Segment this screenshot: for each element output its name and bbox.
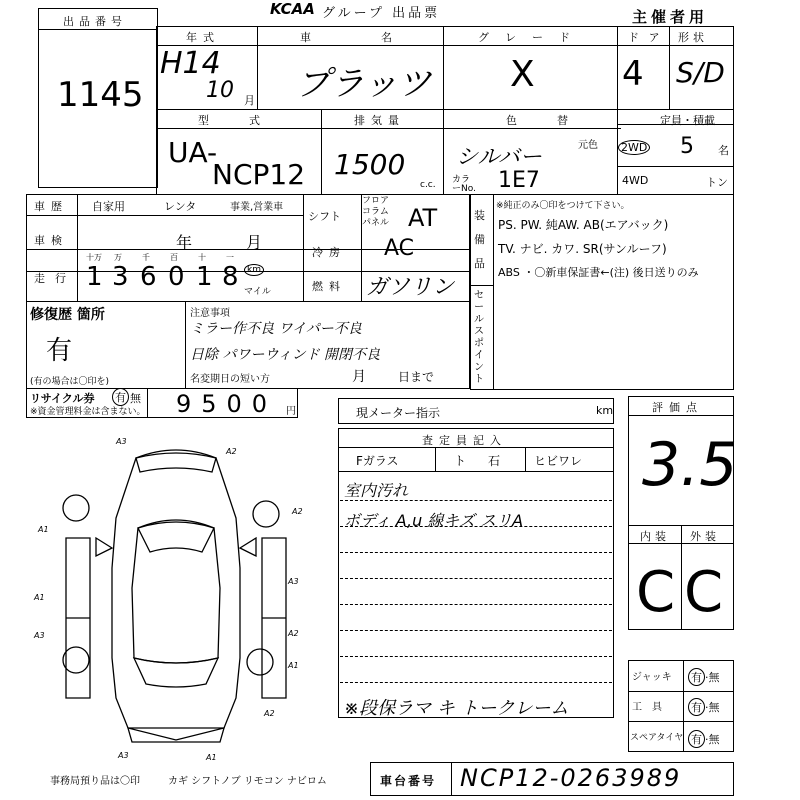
cc-unit: c.c. bbox=[420, 180, 436, 190]
glass-option: ヒビワレ bbox=[534, 454, 583, 468]
damage-mark: A1 bbox=[206, 753, 217, 762]
form-title: グループ 出品票 bbox=[322, 6, 441, 21]
shape-value: S/D bbox=[676, 56, 725, 89]
mileage-digits: 1 3 6 0 1 8 bbox=[86, 262, 239, 292]
caution-line1: ミラー作不良 ワイパー不良 bbox=[190, 321, 362, 337]
lot-box bbox=[38, 8, 158, 188]
damage-mark: A1 bbox=[38, 525, 49, 534]
capacity-value: 5 bbox=[680, 134, 694, 159]
spare-label: スペアタイヤ bbox=[630, 733, 684, 743]
score-value: 3.5 bbox=[642, 430, 738, 500]
equipment-line3: ABS ・〇新車保証書←(注) 後日送りのみ bbox=[498, 266, 699, 279]
recycle-amount: 9500 bbox=[176, 390, 278, 418]
color-value: シルバー bbox=[456, 145, 542, 170]
repair-value: 有 bbox=[46, 336, 73, 366]
recycle-option-none: 無 bbox=[130, 392, 141, 405]
recycle-label: リサイクル券 bbox=[30, 392, 95, 405]
model-label: 型式 bbox=[198, 114, 300, 127]
wheel-front-right bbox=[253, 501, 279, 527]
km-unit: km bbox=[244, 264, 264, 276]
repair-note: (有の場合は〇印を) bbox=[30, 377, 110, 387]
lot-number: 1145 bbox=[57, 75, 144, 115]
score-label: 評価点 bbox=[652, 401, 703, 414]
exterior-grade: C bbox=[684, 560, 724, 625]
load-unit: トン bbox=[706, 176, 728, 189]
inspector-label: 査定員記入 bbox=[422, 434, 507, 447]
equipment-note: ※純正のみ〇印をつけて下さい。 bbox=[496, 201, 630, 211]
logo: KCAA bbox=[270, 0, 315, 18]
aircon-value: AC bbox=[384, 236, 415, 261]
car-left-mirror bbox=[96, 538, 112, 556]
chassis-number: NCP12-0263989 bbox=[460, 764, 682, 792]
jack-have: 有 ·無 bbox=[688, 668, 720, 686]
history-option: 事業,営業車 bbox=[230, 202, 284, 213]
history-label: 車歴 bbox=[34, 200, 68, 213]
recycle-unit: 円 bbox=[286, 406, 296, 417]
damage-mark: A3 bbox=[34, 631, 45, 640]
caution-line2: 日除 パワーウィンド 開閉不良 bbox=[190, 347, 381, 363]
car-name: プラッツ bbox=[296, 64, 432, 104]
drive-4wd: 4WD bbox=[622, 174, 649, 187]
rename-month: 月 bbox=[352, 369, 366, 385]
equipment-label: 装備品 bbox=[474, 209, 485, 270]
model-prefix: UA- bbox=[168, 136, 218, 169]
history-option: 自家用 bbox=[92, 200, 125, 213]
car-right-mirror bbox=[240, 538, 256, 556]
color-label: 色替 bbox=[506, 114, 608, 127]
color-original-label: 元色 bbox=[578, 140, 598, 151]
year-label: 年式 bbox=[186, 31, 220, 44]
history-option: レンタ bbox=[164, 200, 197, 213]
shift-value: AT bbox=[408, 204, 438, 232]
capacity-unit: 名 bbox=[718, 144, 729, 157]
form-header bbox=[250, 0, 650, 20]
drive-2wd: 2WD bbox=[618, 140, 650, 155]
shift-options: フロア コラム パネル bbox=[362, 196, 390, 228]
mile-unit: マイル bbox=[244, 287, 271, 297]
year-month: 10 bbox=[206, 78, 234, 103]
grade-label: グレード bbox=[478, 31, 586, 44]
car-body-outline bbox=[112, 450, 240, 740]
office-note: 事務局預り品は〇印 bbox=[50, 776, 140, 787]
aircon-label: 冷房 bbox=[312, 246, 346, 259]
inspector-note3: ※段保ラマ キ トークレーム bbox=[344, 698, 569, 719]
meter-label: 現メーター指示 bbox=[356, 406, 441, 420]
interior-grade: C bbox=[636, 560, 676, 625]
tools-label: 工具 bbox=[632, 702, 672, 713]
wheel-front-left bbox=[63, 495, 89, 521]
glass-option: ト bbox=[454, 454, 467, 468]
inspection-label: 車検 bbox=[34, 234, 68, 247]
recycle-option-have: 有 bbox=[112, 388, 129, 406]
repair-label: 修復歴 箇所 bbox=[30, 307, 105, 323]
inspector-note2: ボディ A,u 線キズ スリA bbox=[344, 511, 524, 530]
chassis-label: 車台番号 bbox=[380, 774, 437, 788]
mileage-label: 走行 bbox=[34, 272, 76, 285]
door-label: ドア bbox=[628, 31, 670, 44]
grade-value: X bbox=[510, 54, 535, 95]
damage-mark: A3 bbox=[118, 751, 129, 760]
holder-label: 主催者用 bbox=[632, 8, 709, 26]
sales-point-label: セールスポイント bbox=[474, 290, 484, 385]
month-unit: 月 bbox=[244, 94, 255, 107]
inspector-box bbox=[338, 428, 614, 718]
recycle-note: ※資金管理料金は含まない。 bbox=[30, 407, 146, 417]
fuel-value: ガソリン bbox=[366, 275, 455, 300]
jack-label: ジャッキ bbox=[632, 672, 672, 683]
tools-have: 有 ·無 bbox=[688, 698, 720, 716]
shape-label: 形状 bbox=[678, 31, 708, 44]
rename-day: 日まで bbox=[398, 370, 435, 384]
damage-mark: A2 bbox=[226, 447, 237, 456]
wheel-rear-left bbox=[63, 647, 89, 673]
meter-unit: km bbox=[596, 404, 614, 417]
car-rear-window bbox=[134, 658, 218, 687]
glass-label: Fガラス bbox=[356, 454, 399, 468]
model-code: NCP12 bbox=[212, 158, 306, 191]
wheel-rear-right bbox=[247, 649, 273, 675]
exterior-label: 外装 bbox=[690, 530, 720, 543]
displacement-value: 1500 bbox=[334, 148, 406, 181]
fuel-label: 燃料 bbox=[312, 280, 346, 293]
doors-value: 4 bbox=[622, 54, 644, 94]
equipment-line2: TV. ナビ. カワ. SR(サンルーフ) bbox=[498, 242, 667, 256]
damage-mark: A2 bbox=[292, 507, 303, 516]
shift-label: シフト bbox=[308, 210, 341, 223]
displacement-label: 排気量 bbox=[354, 114, 405, 127]
color-code-label: カラーNo. bbox=[452, 175, 476, 194]
car-damage-diagram bbox=[26, 428, 326, 768]
capacity-label: 定員・積載 bbox=[660, 114, 715, 127]
mileage-digit-labels: 十万 万 千 百 十 一 bbox=[86, 253, 234, 262]
damage-mark: A2 bbox=[288, 629, 299, 638]
damage-mark: A2 bbox=[264, 709, 275, 718]
office-items: カギ シフトノブ リモコン ナビロム bbox=[168, 776, 327, 787]
damage-mark: A3 bbox=[288, 577, 299, 586]
front-bumper bbox=[136, 453, 216, 472]
glass-option: 石 bbox=[488, 454, 501, 468]
inspection-year: 年 bbox=[176, 233, 193, 252]
inspector-note1: 室内汚れ bbox=[344, 481, 409, 500]
damage-mark: A1 bbox=[34, 593, 45, 602]
damage-mark: A1 bbox=[288, 661, 299, 670]
rename-label: 名変期日の短い方 bbox=[190, 374, 270, 385]
inspection-month: 月 bbox=[246, 233, 263, 252]
name-label: 車名 bbox=[300, 31, 462, 44]
caution-label: 注意事項 bbox=[190, 308, 230, 319]
lot-label: 出品番号 bbox=[63, 15, 127, 28]
color-code: 1E7 bbox=[498, 168, 540, 193]
year-era: H14 bbox=[160, 46, 221, 81]
damage-mark: A3 bbox=[116, 437, 127, 446]
equipment-line1: PS. PW. 純AW. AB(エアバック) bbox=[498, 218, 669, 232]
interior-label: 内装 bbox=[640, 530, 670, 543]
spare-have: 有 ·無 bbox=[688, 730, 720, 748]
